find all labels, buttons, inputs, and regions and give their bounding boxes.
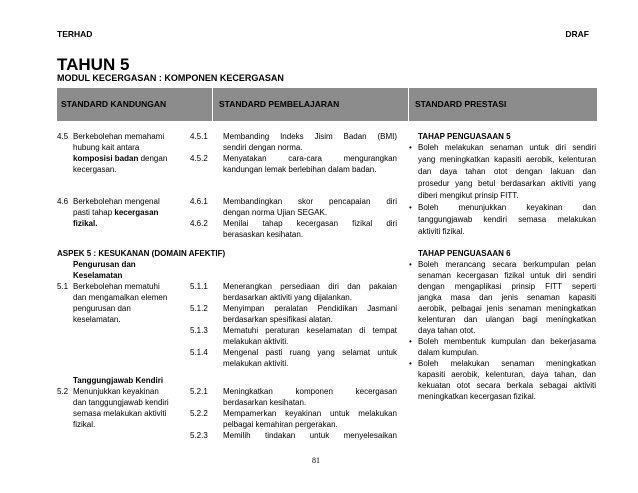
standard-number: 5.1.1 bbox=[190, 282, 208, 291]
standard-number: 5.1.2 bbox=[190, 304, 208, 313]
standard-text: Mematuhi peraturan keselamatan di tempat bbox=[223, 326, 397, 335]
performance-text: kelenturan dan ulangan bagi meningkatkan bbox=[418, 315, 596, 324]
standard-text: berdasarkan aktiviti yang dijalankan. bbox=[223, 293, 352, 302]
standard-number: 4.5 bbox=[57, 132, 69, 141]
standard-number: 5.1.3 bbox=[190, 326, 208, 335]
standard-text: semasa melakukan aktiviti bbox=[73, 409, 167, 418]
standard-number: 5.2.2 bbox=[190, 409, 208, 418]
standard-number: 5.1.4 bbox=[190, 348, 208, 357]
standard-number: 4.6.1 bbox=[190, 197, 208, 206]
performance-text: Boleh melakukan senaman meningkatkan bbox=[418, 359, 596, 368]
standard-number: 4.6 bbox=[57, 197, 69, 206]
standard-text: pengurusan dan bbox=[73, 304, 131, 313]
standard-text: Berkebolehan memahami bbox=[73, 132, 165, 141]
performance-text: kapasiti aerobik, kelenturan, daya tahan, dan bbox=[418, 370, 596, 379]
bullet: • bbox=[409, 260, 412, 269]
performance-text: dan daya tahan otot dengan lakuan dan bbox=[418, 167, 596, 176]
standard-text: Memilih tindakan untuk menyelesaikan bbox=[223, 431, 397, 440]
standard-text: berdasarkan spesifikasi alatan. bbox=[223, 315, 333, 324]
page-subtitle: MODUL KECERGASAN : KOMPONEN KECERGASAN bbox=[57, 73, 284, 83]
standard-text: Berkebolehan mengenal bbox=[73, 197, 160, 206]
standard-text: Menerangkan persediaan diri dan pakaian bbox=[223, 282, 397, 291]
section-heading: Tanggungjawab Kendiri bbox=[73, 376, 164, 385]
performance-text: tanggungjawab kendiri semasa melakukan bbox=[418, 215, 596, 224]
standard-number: 5.2.1 bbox=[190, 387, 208, 396]
standard-number: 4.6.2 bbox=[190, 219, 208, 228]
section-heading: Pengurusan dan bbox=[73, 260, 136, 269]
performance-text: Boleh merancang secara berkumpulan pelan bbox=[418, 260, 596, 269]
performance-text: Boleh melakukan senaman untuk diri sendiri bbox=[418, 143, 596, 152]
bold-term: kecergasan bbox=[114, 208, 159, 217]
bullet: • bbox=[409, 143, 412, 152]
standard-text: Menyimpan peralatan Pendidikan Jasmani bbox=[223, 304, 397, 313]
bold-term: komposisi badan bbox=[73, 154, 139, 163]
standard-number: 4.5.2 bbox=[190, 154, 208, 163]
standard-text: Menyatakan cara-cara mengurangkan bbox=[223, 154, 397, 163]
bullet: • bbox=[409, 337, 412, 346]
standard-text: Meningkatkan komponen kecergasan bbox=[223, 387, 397, 396]
performance-text: prosedur yang betul berdasarkan aktiviti yang bbox=[418, 179, 596, 188]
standard-text: sendiri dengan norma. bbox=[223, 143, 303, 152]
performance-text: aktiviti fizikal. bbox=[418, 227, 465, 236]
standard-text: melakukan aktiviti. bbox=[223, 359, 289, 368]
performance-text: jangka masa dan jenis senaman kapasiti bbox=[418, 293, 596, 302]
standard-number: 4.5.1 bbox=[190, 132, 208, 141]
header-left: TERHAD bbox=[57, 29, 93, 39]
standard-text: Mengenal pasti ruang yang selamat untuk bbox=[223, 348, 397, 357]
standard-text: Membandingkan skor pencapaian diri bbox=[223, 197, 397, 206]
column-header-standard-prestasi: STANDARD PRESTASI bbox=[415, 99, 507, 109]
header-right: DRAF bbox=[565, 29, 589, 39]
performance-text: senaman kecergasan fizikal untuk diri sendiri bbox=[418, 271, 596, 280]
performance-text: dalam kumpulan. bbox=[418, 348, 479, 357]
page-title: TAHUN 5 bbox=[57, 55, 130, 74]
header-divider bbox=[408, 88, 409, 121]
standard-number: 5.2.3 bbox=[190, 431, 208, 440]
standard-text: keselamatan. bbox=[73, 315, 121, 324]
table-header bbox=[57, 88, 597, 121]
standard-text: Berkebolehan mematuhi bbox=[73, 282, 160, 291]
standard-text: Membanding Indeks Jisim Badan (BMI) bbox=[223, 132, 397, 141]
performance-level-title: TAHAP PENGUASAAN 6 bbox=[418, 249, 511, 258]
standard-text-head: pasti tahap bbox=[73, 208, 115, 217]
performance-text: yang meningkatkan kapasiti aerobik, kelenturan bbox=[418, 155, 596, 164]
header-divider bbox=[212, 88, 213, 121]
standard-text: kecergasan. bbox=[73, 165, 117, 174]
standard-text: dan mengamalkan elemen bbox=[73, 293, 168, 302]
standard-text: berdasarkan kesihatan. bbox=[223, 398, 307, 407]
column-header-standard-kandungan: STANDARD KANDUNGAN bbox=[61, 99, 167, 109]
standard-text-tail: dengan bbox=[138, 154, 168, 163]
column-header-standard-pembelajaran: STANDARD PEMBELAJARAN bbox=[219, 99, 340, 109]
standard-text: Menilai tahap kecergasan fizikal diri bbox=[223, 219, 397, 228]
standard-text: dan tanggungjawab kendiri bbox=[73, 398, 169, 407]
standard-text bbox=[73, 153, 167, 164]
standard-text: pelbagai kemahiran pergerakan. bbox=[223, 420, 338, 429]
standard-text: Menunjukkan keyakinan bbox=[73, 387, 159, 396]
section-heading: Keselamatan bbox=[73, 271, 123, 280]
performance-level-title: TAHAP PENGUASAAN 5 bbox=[418, 132, 511, 141]
performance-text: Boleh menunjukkan keyakinan dan bbox=[418, 203, 596, 212]
standard-text: Mempamerkan keyakinan untuk melakukan bbox=[223, 409, 397, 418]
performance-text: diberi mengikut prinsip FITT. bbox=[418, 191, 519, 200]
standard-text: kandungan lemak berlebihan dalam badan. bbox=[223, 165, 377, 174]
performance-text: daya tahan otot. bbox=[418, 326, 476, 335]
standard-text: fizikal. bbox=[73, 420, 96, 429]
standard-text: melakukan aktiviti. bbox=[223, 337, 289, 346]
page-number: 81 bbox=[312, 456, 320, 465]
bullet: • bbox=[409, 359, 412, 368]
performance-text: aerobik, pelbagai jenis senaman meningkatkan bbox=[418, 304, 596, 313]
standard-text: berasaskan kesihatan. bbox=[223, 230, 304, 239]
standard-text bbox=[73, 207, 158, 218]
standard-text: dengan norma Ujian SEGAK. bbox=[223, 208, 328, 217]
performance-text: dengan mengaplikasi prinsip FITT seperti bbox=[418, 282, 596, 291]
standard-text: hubung kait antara bbox=[73, 143, 140, 152]
standard-number: 5.2 bbox=[57, 387, 69, 396]
performance-text: Boleh membentuk kumpulan dan bekerjasama bbox=[418, 337, 596, 346]
standard-text: fizikal. bbox=[73, 219, 98, 228]
performance-text: kekuatan otot secara berkala sebagai aktiviti bbox=[418, 381, 596, 390]
bullet: • bbox=[409, 203, 412, 212]
performance-text: meningkatkan kecergasan fizikal. bbox=[418, 392, 536, 401]
standard-number: 5.1 bbox=[57, 282, 69, 291]
aspect-heading: ASPEK 5 : KESUKANAN (DOMAIN AFEKTIF) bbox=[57, 249, 226, 258]
